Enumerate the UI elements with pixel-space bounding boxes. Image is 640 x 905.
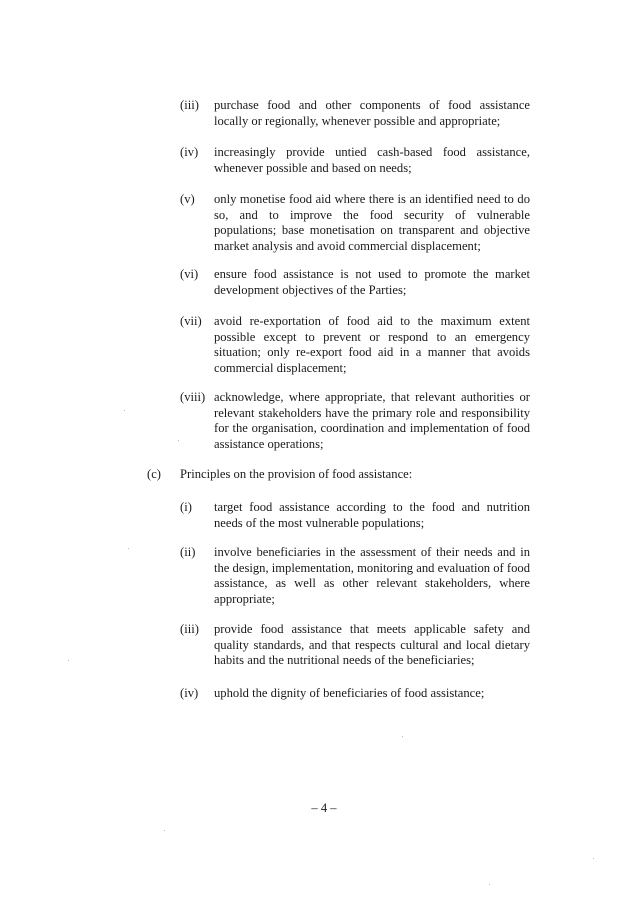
item-text: involve beneficiaries in the assessment of their needs and in the design, implementation, monitoring and evaluation of food assistance, as well as other relevant stakeholders, where appropriate; xyxy=(214,545,530,606)
scan-speck xyxy=(593,858,594,859)
item-number: (iv) xyxy=(180,145,199,159)
list-item xyxy=(180,98,530,129)
section-heading xyxy=(147,467,530,483)
scan-speck xyxy=(68,660,69,661)
scan-speck xyxy=(164,830,165,831)
item-text: avoid re-exportation of food aid to the maximum extent possible except to prevent or respond to an emergency situation; only re-export food aid in a manner that avoids commercial displacement; xyxy=(214,314,530,375)
scan-speck xyxy=(402,736,403,737)
scan-speck xyxy=(128,548,129,549)
item-text: acknowledge, where appropriate, that relevant authorities or relevant stakeholders have the primary role and responsibility for the organisation, coordination and implementation of food assistance operations; xyxy=(214,390,530,451)
list-item xyxy=(180,500,530,531)
list-item xyxy=(180,545,530,607)
list-item xyxy=(180,686,530,702)
item-text: provide food assistance that meets applicable safety and quality standards, and that respects cultural and local dietary habits and the nutritional needs of the beneficiaries; xyxy=(214,622,530,667)
item-text: uphold the dignity of beneficiaries of food assistance; xyxy=(214,686,485,700)
list-item xyxy=(180,390,530,452)
item-number: (ii) xyxy=(180,545,196,559)
list-item xyxy=(180,267,530,298)
item-number: (v) xyxy=(180,192,195,206)
item-number: (vii) xyxy=(180,314,202,328)
section-number: (c) xyxy=(147,467,161,481)
item-text: purchase food and other components of food assistance locally or regionally, whenever possible and appropriate; xyxy=(214,98,530,128)
item-number: (viii) xyxy=(180,390,206,404)
list-item xyxy=(180,622,530,669)
section-title: Principles on the provision of food assistance: xyxy=(180,467,413,481)
item-number: (iii) xyxy=(180,622,199,636)
item-number: (iii) xyxy=(180,98,199,112)
list-item xyxy=(180,192,530,254)
item-text: ensure food assistance is not used to promote the market development objectives of the Parties; xyxy=(214,267,530,297)
list-item xyxy=(180,314,530,376)
item-number: (vi) xyxy=(180,267,199,281)
item-number: (i) xyxy=(180,500,192,514)
item-text: only monetise food aid where there is an identified need to do so, and to improve the food security of vulnerable populations; base monetisation on transparent and objective market analysis and avoid commercial displacement; xyxy=(214,192,530,253)
page-number: – 4 – xyxy=(311,801,337,815)
scan-speck xyxy=(124,410,125,411)
scan-speck xyxy=(489,884,490,885)
list-item xyxy=(180,145,530,176)
item-number: (iv) xyxy=(180,686,199,700)
item-text: target food assistance according to the food and nutrition needs of the most vulnerable populations; xyxy=(214,500,530,530)
scan-speck xyxy=(178,440,179,441)
item-text: increasingly provide untied cash-based food assistance, whenever possible and based on needs; xyxy=(214,145,530,175)
